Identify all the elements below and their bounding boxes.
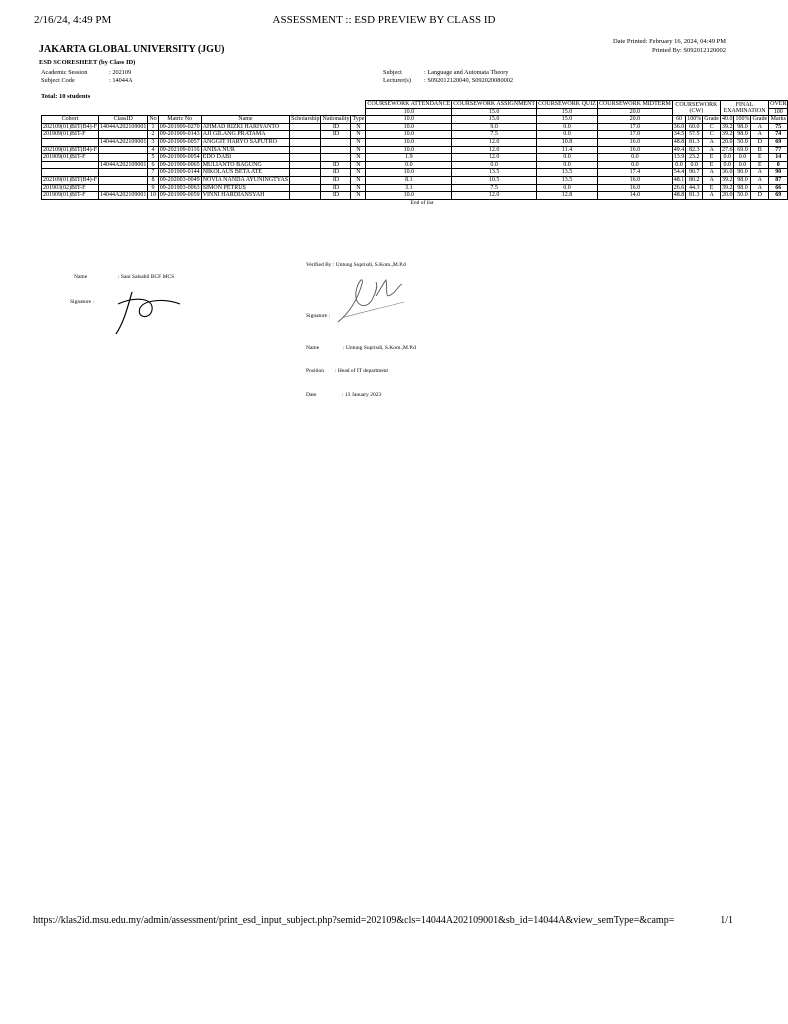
cell-mid: 16.0 <box>597 138 672 146</box>
cell-asg: 10.5 <box>452 176 537 184</box>
cell-cw60: 48.8 <box>673 192 685 199</box>
cell-cw60: 48.1 <box>673 176 685 183</box>
footer-url: https://klas2id.msu.edu.my/admin/assessment/print_esd_input_subject.php?semid=202109&cls=14044A202109001&sb_id=14044A&view_semType=&camp= <box>33 915 675 926</box>
header-cw-total: COURSEWORK (CW) <box>672 101 720 116</box>
cell-asg: 0.0 <box>452 161 537 169</box>
cell-cw-grade: A <box>703 192 721 200</box>
cell-matric: 09-201909-0270 <box>159 123 200 130</box>
cell-cw100: 81.3 <box>686 192 703 200</box>
group-header-row <box>42 101 788 109</box>
col-cohort: Cohort <box>42 116 99 124</box>
cell-quiz: 0.0 <box>537 131 598 139</box>
cell-type: N <box>351 192 366 200</box>
cell-att: 8.1 <box>366 176 452 184</box>
sheet-title: ESD SCORESHEET (by Class ID) <box>39 59 136 66</box>
cell-cw-grade: A <box>703 176 721 184</box>
col-cw-grade: Grade <box>704 116 719 123</box>
col-asg-max: 15.0 <box>452 116 537 124</box>
cell-cw-grade: A <box>703 169 721 177</box>
cell-scholarship <box>290 169 321 177</box>
cell-no: 2 <box>148 131 158 139</box>
cell-name: NOVIA NANDA AYUNINGTYAS <box>202 176 289 183</box>
col-nationality: Nationality <box>322 116 350 123</box>
cell-cohort: 202109(01)BIT(B4)-F <box>43 176 97 183</box>
cell-classid <box>99 184 148 192</box>
cell-fe100: 98.0 <box>734 123 751 131</box>
cell-fe-grade: D <box>751 192 769 200</box>
cell-fe100: 98.0 <box>734 184 751 192</box>
cell-type: N <box>351 154 366 162</box>
cell-cohort: 202109(01)BIT(B4)-F <box>43 146 97 153</box>
cell-fe-grade: A <box>751 184 769 192</box>
cell-no: 9 <box>148 184 158 192</box>
col-classid: ClassID <box>99 116 148 124</box>
cell-marks: 69 <box>769 138 788 146</box>
header-overall: OVER <box>770 101 787 107</box>
col-name: Name <box>201 116 289 124</box>
cell-type: N <box>351 138 366 146</box>
cell-cohort: 202109(01)BIT(B4)-F <box>43 123 97 130</box>
col-att-max: 10.0 <box>366 116 452 124</box>
col-scholarship: Scholarship <box>291 116 320 123</box>
cell-asg: 12.0 <box>452 154 537 162</box>
col-fe-grade: Grade <box>752 116 768 123</box>
cell-cw60: 26.6 <box>673 184 685 191</box>
cell-fe-grade: E <box>751 161 769 169</box>
cell-mid: 17.4 <box>597 169 672 177</box>
cell-cw-grade: C <box>703 123 721 131</box>
col-fe100: 100% <box>735 116 750 123</box>
verified-date-label: Date <box>306 392 317 398</box>
cell-no: 3 <box>148 138 158 146</box>
scoresheet-table-wrapper <box>41 100 787 215</box>
cell-cw100: 90.7 <box>686 169 703 177</box>
academic-session-label: Academic Session <box>41 69 88 76</box>
max-attendance: 10.0 <box>366 108 452 116</box>
cell-fe-grade: B <box>751 146 769 154</box>
printed-by: Printed By: S092012120002 <box>651 47 726 54</box>
max-midterm: 20.0 <box>597 108 672 116</box>
col-no: No <box>149 116 157 123</box>
print-page-title: ASSESSMENT :: ESD PREVIEW BY CLASS ID <box>272 14 496 26</box>
cell-matric: 09-201909-0057 <box>159 138 200 145</box>
cell-scholarship <box>290 138 321 146</box>
cell-nationality: ID <box>321 176 351 184</box>
col-cw100: 100% <box>687 116 702 123</box>
cell-nationality: ID <box>321 169 351 177</box>
cell-asg: 12.0 <box>452 192 537 200</box>
cell-mid: 14.0 <box>597 192 672 200</box>
cell-no: 5 <box>148 154 158 162</box>
cell-no: 10 <box>148 192 158 200</box>
cell-type: N <box>351 123 366 131</box>
scoresheet-table <box>41 100 788 206</box>
cell-nationality: ID <box>321 131 351 139</box>
cell-matric: 09-201909-0065 <box>159 161 200 168</box>
cell-quiz: 12.8 <box>537 192 598 200</box>
cell-cw100: 44.3 <box>686 184 703 192</box>
cell-no: 7 <box>148 169 158 177</box>
cell-no: 6 <box>148 161 158 169</box>
verified-signature-label: Signature : <box>306 313 330 319</box>
cell-att: 10.0 <box>366 146 452 154</box>
cell-att: 10.0 <box>366 192 452 200</box>
header-cw-assignment: COURSEWORK ASSIGNMENT <box>453 101 536 107</box>
cell-fe100: 90.0 <box>734 169 751 177</box>
cell-mid: 16.0 <box>597 184 672 192</box>
cell-fe40: 0.0 <box>720 161 734 169</box>
cell-nationality <box>321 138 351 146</box>
cell-name: MULIANTO BAGUNG <box>201 161 289 169</box>
cell-cohort: 201903(02)BIT-F <box>42 184 99 192</box>
cell-no: 8 <box>148 176 158 184</box>
subject-label: Subject <box>383 69 402 76</box>
cell-fe100: 69.0 <box>734 146 751 154</box>
col-mid-max: 20.0 <box>597 116 672 124</box>
cell-marks: 90 <box>769 169 788 177</box>
verified-name-value: : Untung Suprisdi, S.Kom.,M.P.d <box>343 345 416 351</box>
cell-fe-grade: A <box>751 123 769 131</box>
header-final-exam: FINAL EXAMINATION <box>720 101 768 116</box>
cell-fe40: 0.0 <box>720 154 734 162</box>
subject-code-value: : 14044A <box>109 77 133 84</box>
cell-att: 1.9 <box>366 154 452 162</box>
cell-cw60: 13.9 <box>673 154 685 161</box>
cell-fe100: 50.0 <box>734 138 751 146</box>
cell-fe40: 39.2 <box>721 123 733 130</box>
cell-no: 1 <box>148 123 158 131</box>
col-marks: Marks <box>770 116 786 123</box>
table-row <box>42 184 788 192</box>
cell-quiz: 0.0 <box>537 161 598 169</box>
cell-cw-grade: A <box>703 146 721 154</box>
table-row <box>42 146 788 154</box>
lecturers-label: Lecturer(s) <box>383 77 411 84</box>
printed-info <box>613 37 726 55</box>
cell-scholarship <box>290 184 321 192</box>
cell-matric: 09-201909-0054 <box>159 154 200 161</box>
cell-cw100: 57.5 <box>686 131 703 139</box>
cell-cw100: 80.2 <box>686 176 703 184</box>
cell-scholarship <box>290 154 321 162</box>
cell-name: SIMON PETRUS <box>201 184 289 192</box>
cell-type: N <box>351 176 366 184</box>
cell-fe-grade: A <box>751 131 769 139</box>
cell-scholarship <box>290 161 321 169</box>
header-cw-quiz: COURSEWORK QUIZ <box>538 101 596 107</box>
cell-fe40: 20.0 <box>721 138 733 145</box>
cell-att: 10.0 <box>366 138 452 146</box>
cell-type: N <box>351 131 366 139</box>
cell-quiz: 11.4 <box>537 146 598 154</box>
cell-fe100: 0.0 <box>734 161 751 169</box>
verified-date-value: : 13 January 2023 <box>342 392 382 398</box>
cell-type: N <box>351 146 366 154</box>
cell-cw100: 60.0 <box>686 123 703 131</box>
cell-scholarship <box>290 131 321 139</box>
cell-fe40: 20.0 <box>721 192 733 199</box>
cell-cw-grade: E <box>703 184 721 192</box>
col-quiz-max: 15.0 <box>537 116 598 124</box>
table-row <box>42 131 788 139</box>
col-type: Type <box>352 116 365 123</box>
subject-code-label: Subject Code <box>41 77 75 84</box>
cell-classid <box>99 154 148 162</box>
cell-matric: 09-201909-0143 <box>159 131 200 138</box>
cell-marks: 74 <box>769 131 788 139</box>
col-fe40: 40.0 <box>721 116 733 123</box>
cell-matric: 09-201909-0059 <box>159 192 200 199</box>
cell-nationality: ID <box>321 123 351 131</box>
cell-marks: 66 <box>769 184 788 192</box>
cell-marks: 0 <box>769 161 788 169</box>
cell-cw60: 0.0 <box>672 161 686 169</box>
cell-fe-grade: A <box>751 169 769 177</box>
cell-fe-grade: E <box>751 154 769 162</box>
left-signature-label: Signature : <box>70 299 94 305</box>
cell-classid <box>99 146 148 154</box>
cell-mid: 0.0 <box>597 161 672 169</box>
cell-mid: 16.0 <box>597 176 672 184</box>
total-students: Total: 10 students <box>41 93 91 100</box>
cell-att: 10.0 <box>366 123 452 131</box>
cell-marks: 69 <box>769 192 788 200</box>
cell-classid: 14044A202109001 <box>100 192 147 199</box>
col-matric: Matric No <box>158 116 201 124</box>
cell-no: 4 <box>148 146 158 154</box>
cell-cohort <box>42 161 99 169</box>
left-name-value: : Sani Salsabil BCF MCS <box>118 274 175 280</box>
header-cw-attendance: COURSEWORK ATTENDANCE <box>367 101 451 107</box>
cell-fe100: 0.0 <box>734 154 751 162</box>
table-row <box>42 161 788 169</box>
verified-position-label: Position <box>306 368 325 374</box>
cell-classid: 14044A202109001 <box>100 161 147 168</box>
table-row <box>42 138 788 146</box>
cell-cw-grade: C <box>703 131 721 139</box>
cell-asg: 12.0 <box>452 138 537 146</box>
cell-scholarship <box>290 146 321 154</box>
cell-fe100: 98.0 <box>734 131 751 139</box>
cell-fe100: 98.0 <box>734 176 751 184</box>
cell-name: ANISA NUR <box>201 146 289 154</box>
cell-att: 3.1 <box>366 184 452 192</box>
print-datetime: 2/16/24, 4:49 PM <box>34 14 112 26</box>
max-overall: 100 <box>769 108 788 116</box>
university-name: JAKARTA GLOBAL UNIVERSITY (JGU) <box>39 44 225 55</box>
cell-classid: 14044A202109001 <box>100 123 147 130</box>
max-assignment: 15.0 <box>452 108 537 116</box>
cell-att: 10.0 <box>366 131 452 139</box>
cell-mid: 16.0 <box>597 146 672 154</box>
table-row <box>42 192 788 200</box>
table-row <box>42 154 788 162</box>
cell-cw60: 49.4 <box>673 146 685 153</box>
cell-cohort <box>42 169 99 177</box>
cell-matric: 09-202003-0049 <box>159 176 200 183</box>
cell-quiz: 13.5 <box>537 176 598 184</box>
cell-asg: 13.5 <box>452 169 537 177</box>
cell-cohort: 201909(01)BIT-F <box>42 131 99 139</box>
cell-cw-grade: A <box>703 138 721 146</box>
cell-type: N <box>351 161 366 169</box>
cell-nationality: ID <box>321 184 351 192</box>
cell-cw-grade: E <box>703 154 721 162</box>
cell-name: NIKOLAUS BETA ATE <box>201 169 289 177</box>
cell-att: 10.0 <box>366 169 452 177</box>
date-printed: Date Printed: February 16, 2024, 04:49 PM <box>612 38 726 45</box>
cell-classid: 14044A202109001 <box>100 138 147 145</box>
subject-value: : Language and Automata Theory <box>424 69 509 76</box>
cell-type: N <box>351 184 366 192</box>
cell-name: AJI GILANG PRATAMA <box>201 131 289 139</box>
cell-marks: 14 <box>769 154 788 162</box>
cell-type: N <box>351 169 366 177</box>
cell-nationality <box>321 154 351 162</box>
cell-asg: 7.5 <box>452 131 537 139</box>
cell-fe100: 50.0 <box>734 192 751 200</box>
academic-session-value: : 202109 <box>109 69 132 76</box>
end-of-list-row <box>42 199 788 206</box>
cell-fe40: 39.2 <box>721 131 733 138</box>
cell-att: 0.0 <box>366 161 452 169</box>
cell-cw100: 23.2 <box>686 154 703 162</box>
cell-cw60: 36.0 <box>673 123 685 130</box>
table-row <box>42 123 788 131</box>
cell-matric: 09-202109-0116 <box>159 146 200 153</box>
cell-classid <box>99 169 148 177</box>
cell-mid: 17.0 <box>597 123 672 131</box>
cell-quiz: 10.8 <box>537 138 598 146</box>
footer-page-number: 1/1 <box>720 915 733 926</box>
cell-nationality <box>321 146 351 154</box>
cell-asg: 9.0 <box>452 123 537 131</box>
cell-classid <box>99 176 148 184</box>
cell-cw60: 48.8 <box>673 138 685 145</box>
cell-fe40: 27.6 <box>721 146 733 153</box>
cell-name: EDO DABI <box>201 154 289 162</box>
table-row <box>42 169 788 177</box>
cell-quiz: 0.0 <box>537 154 598 162</box>
cell-name: VINNI HARDIANSYAH <box>201 192 289 200</box>
header-cw-midterm: COURSEWORK MIDTERM <box>598 101 671 107</box>
cell-fe40: 39.2 <box>721 176 733 183</box>
cell-name: AHMAD RIZKI HARIYANTO <box>201 123 289 131</box>
table-row <box>42 176 788 184</box>
col-cw60: 60 <box>672 116 686 124</box>
left-name-label: Name <box>74 274 88 280</box>
cell-cohort: 201909(01)BIT-F <box>42 154 99 162</box>
cell-marks: 77 <box>769 146 788 154</box>
cell-nationality: ID <box>321 161 351 169</box>
end-of-list: End of list <box>410 199 434 206</box>
cell-matric: 09-201903-0063 <box>159 184 200 191</box>
cell-mid: 0.0 <box>597 154 672 162</box>
max-quiz: 15.0 <box>537 108 598 116</box>
cell-fe40: 39.2 <box>721 184 733 191</box>
cell-fe-grade: D <box>751 138 769 146</box>
cell-cw60: 54.4 <box>673 169 685 176</box>
score-body <box>42 123 788 199</box>
cell-name: ANGGIT HARYO SAPUTRO <box>201 138 289 146</box>
verified-name-label: Name <box>306 345 320 351</box>
left-signature-image <box>110 288 190 340</box>
lecturers-value: : S092012120040, S092020080002 <box>424 77 514 84</box>
cell-quiz: 13.5 <box>537 169 598 177</box>
cell-marks: 75 <box>769 123 788 131</box>
cell-asg: 12.0 <box>452 146 537 154</box>
verified-signature-image <box>332 272 412 328</box>
cell-quiz: 0.0 <box>537 184 598 192</box>
cell-cw100: 0.0 <box>686 161 703 169</box>
cell-classid <box>99 131 148 139</box>
cell-cw100: 82.3 <box>686 146 703 154</box>
verified-position-value: : Head of IT department <box>335 368 389 374</box>
cell-scholarship <box>290 192 321 200</box>
verified-by: Verified By : Untung Suprisdi, S.Kom.,M.P.d <box>306 262 406 268</box>
cell-marks: 87 <box>769 176 788 184</box>
cell-cohort <box>42 138 99 146</box>
cell-quiz: 0.0 <box>537 123 598 131</box>
cell-scholarship <box>290 176 321 184</box>
cell-asg: 7.5 <box>452 184 537 192</box>
cell-cw60: 34.5 <box>673 131 685 138</box>
cell-nationality: ID <box>321 192 351 200</box>
cell-scholarship <box>290 123 321 131</box>
cell-mid: 17.0 <box>597 131 672 139</box>
cell-cohort: 201909(01)BIT-F <box>42 192 99 200</box>
cell-matric: 09-201909-0144 <box>159 169 200 176</box>
cell-fe40: 36.0 <box>721 169 733 176</box>
column-header-row <box>42 116 788 124</box>
cell-cw100: 81.3 <box>686 138 703 146</box>
cell-fe-grade: A <box>751 176 769 184</box>
cell-cw-grade: E <box>703 161 721 169</box>
